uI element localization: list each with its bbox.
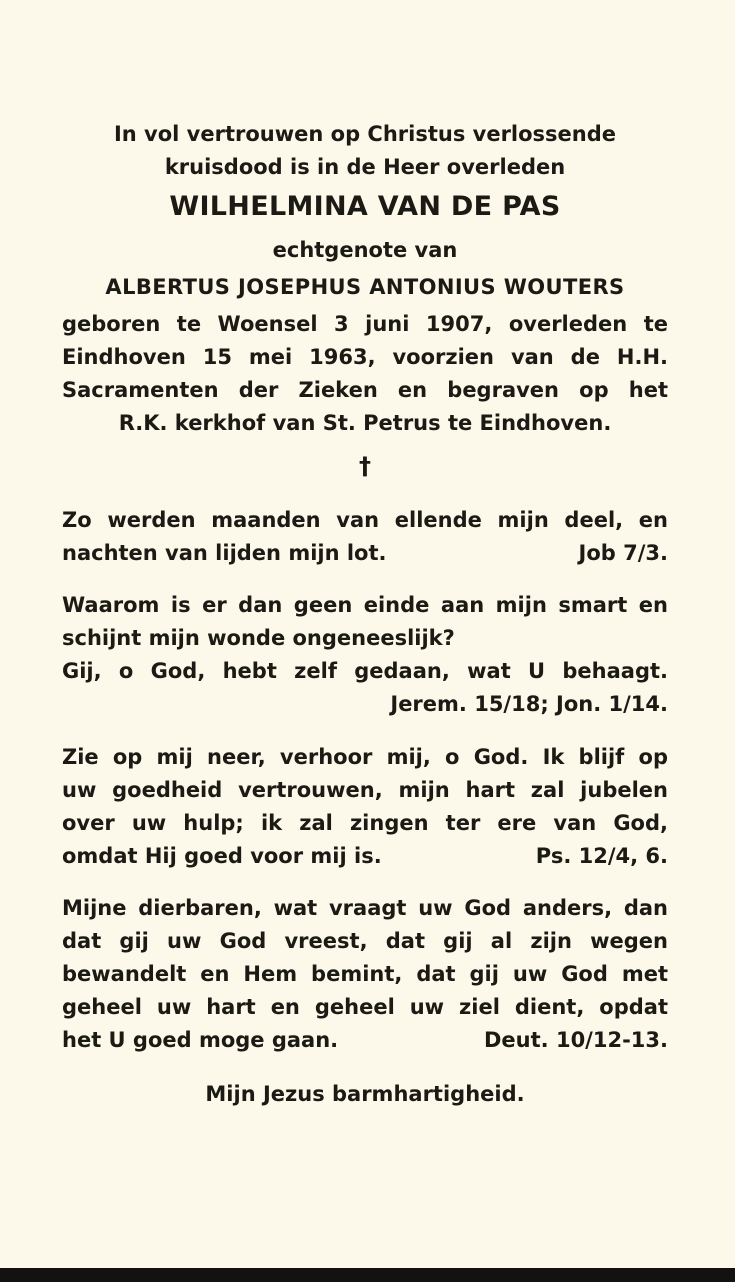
verse-deuteronomy xyxy=(62,892,668,1056)
verse-line: uw goedheid vertrouwen, mijn hart zal jubelen xyxy=(62,778,668,802)
verse-last-line xyxy=(62,537,668,569)
card-bottom-edge xyxy=(0,1268,735,1282)
bio-line-3: Sacramenten der Zieken en begraven op het xyxy=(62,378,668,402)
card-content xyxy=(62,118,668,1111)
verse-reference: Jerem. 15/18; Jon. 1/14. xyxy=(390,692,668,716)
verse-line: Zie op mij neer, verhoor mij, o God. Ik blijf op xyxy=(62,745,668,769)
verse-line: Gij, o God, hebt zelf gedaan, wat U behaagt. xyxy=(62,659,668,683)
intro-line-1: In vol vertrouwen op Christus verlossende xyxy=(113,122,617,146)
verse-line: bewandelt en Hem bemint, dat gij uw God met xyxy=(62,962,668,986)
verse-line: geheel uw hart en geheel uw ziel dient, opdat xyxy=(62,995,668,1019)
verse-line: dat gij uw God vreest, dat gij al zijn wegen xyxy=(62,929,668,953)
verse-line: Waarom is er dan geen einde aan mijn smart en xyxy=(62,593,668,617)
spouse-intro: echtgenote van xyxy=(272,238,458,262)
verse-line: Zo werden maanden van ellende mijn deel, en xyxy=(62,508,668,532)
verse-reference: Job 7/3. xyxy=(578,541,668,565)
verse-line: schijnt mijn wonde ongeneeslijk? xyxy=(62,626,455,650)
verse-job xyxy=(62,504,668,569)
verse-last-line xyxy=(62,840,668,872)
verse-reference: Ps. 12/4, 6. xyxy=(535,844,668,868)
verse-line: nachten van lijden mijn lot. xyxy=(62,541,387,565)
intro-text xyxy=(62,118,668,184)
closing-prayer: Mijn Jezus barmhartigheid. xyxy=(205,1082,525,1106)
biography xyxy=(62,308,668,440)
verse-line: het U goed moge gaan. xyxy=(62,1028,339,1052)
verse-line: omdat Hij goed voor mij is. xyxy=(62,844,382,868)
verse-reference: Deut. 10/12-13. xyxy=(484,1028,668,1052)
verse-last-line xyxy=(62,1024,668,1056)
spouse-name: ALBERTUS JOSEPHUS ANTONIUS WOUTERS xyxy=(105,275,625,299)
verse-line: Mijne dierbaren, wat vraagt uw God anders, dan xyxy=(62,896,668,920)
bio-line-1: geboren te Woensel 3 juni 1907, overleden te xyxy=(62,312,668,336)
cross-icon: † xyxy=(359,452,371,480)
bio-line-4: R.K. kerkhof van St. Petrus te Eindhoven. xyxy=(118,411,612,435)
bio-line-2: Eindhoven 15 mei 1963, voorzien van de H.H. xyxy=(62,345,668,369)
verse-jeremiah xyxy=(62,589,668,721)
deceased-name: WILHELMINA VAN DE PAS xyxy=(169,191,561,222)
verse-psalm xyxy=(62,741,668,872)
verse-line: over uw hulp; ik zal zingen ter ere van God, xyxy=(62,811,668,835)
intro-line-2: kruisdood is in de Heer overleden xyxy=(164,155,566,179)
